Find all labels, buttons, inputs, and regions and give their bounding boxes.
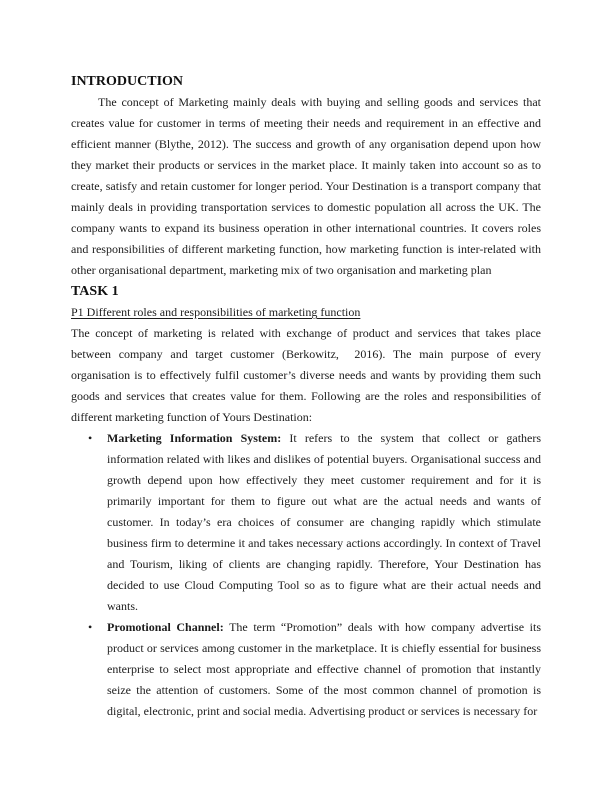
bullet-marker-icon: • — [88, 431, 93, 445]
bullet-body: The term “Promotion” deals with how company advertise its product or services among customer in the marketplace. It is chiefly essential for business enterprise to select most appropriate and effective channel of promotion that instantly seize the attention of customers. Some of the most common channel of promotion is digital, electronic, print and social media. Advertising product or services is necessary for — [107, 620, 541, 718]
bullet-item-marketing-information-system — [71, 428, 541, 617]
p1-paragraph: The concept of marketing is related with exchange of product and services that takes place between company and target customer (Berkowitz, 2016). The main purpose of every organisation is to effectively fulfil customer’s diverse needs and wants by providing them such goods and services that creates value for them. Following are the roles and responsibilities of different marketing function of Yours Destination: — [71, 326, 541, 424]
bullet-list — [71, 428, 541, 722]
p1-subheading-text: P1 Different roles and responsibilities of marketing function — [71, 305, 361, 319]
document-content — [71, 71, 541, 722]
bullet-lead: Marketing Information System: — [107, 431, 282, 445]
bullet-lead: Promotional Channel: — [107, 620, 224, 634]
bullet-body: It refers to the system that collect or gathers information related with likes and dislikes of potential buyers. Organisational success and growth depend upon how effectively they meet customer requirement and for it is primarily important for them to figure out what are the actual needs and wants of customer. In today’s era choices of consumer are changing rapidly which stimulate business firm to determine it and takes necessary actions accordingly. In context of Travel and Tourism, liking of clients are changing rapidly. Therefore, Your Destination has decided to use Cloud Computing Tool so as to figure what are their actual needs and wants. — [107, 431, 542, 613]
bullet-marker-icon: • — [88, 620, 93, 634]
intro-paragraph: The concept of Marketing mainly deals with buying and selling goods and services that creates value for customer in terms of meeting their needs and requirement in an effective and efficient manner (Blythe, 2012). The success and growth of any organisation depend upon how they market their products or services in the market place. It mainly taken into account so as to create, satisfy and retain customer for longer period. Your Destination is a transport company that mainly deals in providing transportation services to domestic population all across the UK. The company wants to expand its business operation in other international countries. It covers roles and responsibilities of different marketing function, how marketing function is inter-related with other organisational department, marketing mix of two organisation and marketing plan — [71, 95, 541, 277]
p1-subheading — [71, 302, 541, 323]
heading-task1: TASK 1 — [71, 284, 119, 299]
bullet-item-promotional-channel — [71, 617, 541, 722]
heading-introduction: INTRODUCTION — [71, 74, 184, 89]
